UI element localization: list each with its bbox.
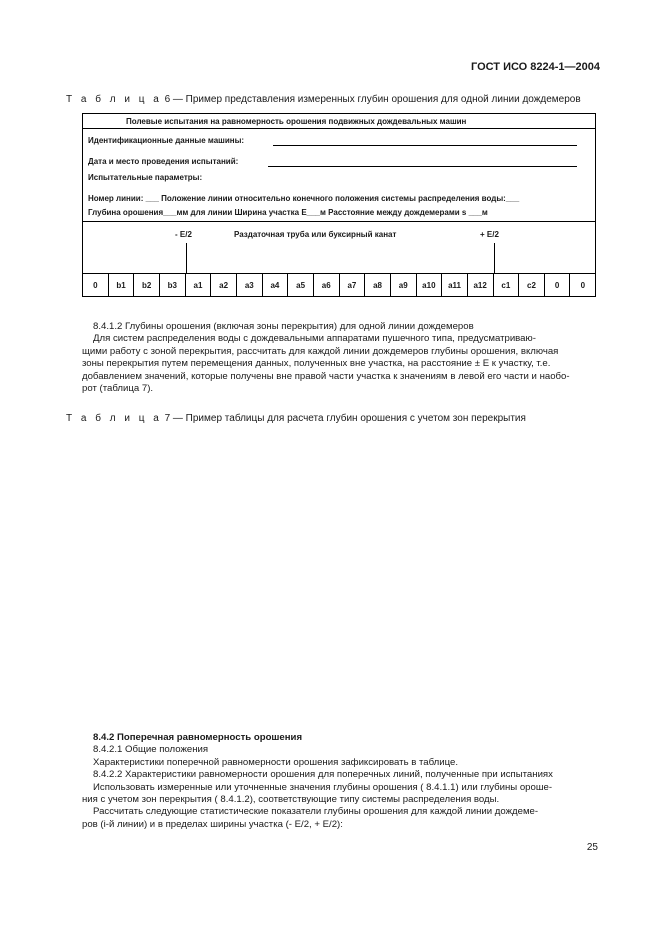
gauge-cells-row xyxy=(83,274,595,296)
params-divider xyxy=(83,221,595,222)
gauge-cell: a10 xyxy=(416,274,442,296)
field-test-form xyxy=(82,113,596,297)
minus-e2-label: - E/2 xyxy=(175,230,192,239)
para-line: щими работу с зоной перекрытия, рассчитать для каждой линии дождемеров глубины орошения, включая xyxy=(82,345,559,357)
table7-caption-text: 7 — Пример таблицы для расчета глубин орошения с учетом зон перекрытия xyxy=(164,413,526,424)
gauge-cell: c1 xyxy=(493,274,519,296)
pipe-label: Раздаточная труба или буксирный канат xyxy=(234,230,397,239)
gauge-cell: a3 xyxy=(236,274,262,296)
plus-e2-marker xyxy=(494,243,495,274)
para-line: зоны перекрытия путем перемещения данных, полученных вне участка, на расстояние ± E к участку, т.е. xyxy=(82,358,551,370)
date-place-line xyxy=(268,166,577,167)
table7-caption xyxy=(66,413,526,424)
section-line: ния с учетом зон перекрытия ( 8.4.1.2), соответствующие типу системы распределения воды. xyxy=(82,794,500,806)
machine-id-line xyxy=(273,145,577,146)
gauge-cell: a9 xyxy=(390,274,416,296)
table6-caption-text: 6 — Пример представления измеренных глубин орошения для одной линии дождемеров xyxy=(164,94,581,105)
title-divider xyxy=(83,128,595,129)
gauge-cell: a12 xyxy=(467,274,493,296)
page-number: 25 xyxy=(586,842,598,853)
plus-e2-label: + E/2 xyxy=(480,230,499,239)
date-place-label: Дата и место проведения испытаний: xyxy=(88,157,239,166)
para-line: рот (таблица 7). xyxy=(82,383,154,395)
gauge-cell: a11 xyxy=(441,274,467,296)
depth-width-row: Глубина орошения___мм для линии Ширина участка E___м Расстояние между дождемерами s ___м xyxy=(88,208,488,217)
section-line: Рассчитать следующие статистические показатели глубины орошения для каждой линии дождеме- xyxy=(93,806,539,818)
table6-caption xyxy=(66,94,581,105)
section-line: Характеристики поперечной равномерности орошения зафиксировать в таблице. xyxy=(93,756,459,768)
section-8-4-2 xyxy=(82,732,601,831)
gauge-cell: 0 xyxy=(544,274,570,296)
table6-label: Т а б л и ц а xyxy=(66,94,162,105)
form-title: Полевые испытания на равномерность орошения подвижных дождевальных машин xyxy=(126,117,467,126)
document-id: ГОСТ ИСО 8224-1—2004 xyxy=(470,61,600,73)
gauge-cell: a8 xyxy=(364,274,390,296)
para-8-4-1-2 xyxy=(82,321,601,395)
minus-e2-marker xyxy=(186,243,187,274)
gauge-cell: b1 xyxy=(108,274,134,296)
gauge-cell: 0 xyxy=(93,280,98,290)
gauge-cell: a6 xyxy=(313,274,339,296)
gauge-cell: c2 xyxy=(518,274,544,296)
line-number-row: Номер линии: ___ Положение линии относительно конечного положения системы распределения воды:___ xyxy=(88,194,520,203)
gauge-cell: b2 xyxy=(133,274,159,296)
para-line: добавлением значений, которые получены вне правой части участка к значениям в левой его части и наобо- xyxy=(82,370,570,382)
section-heading: 8.4.2 Поперечная равномерность орошения xyxy=(93,732,303,743)
section-line: 8.4.2.2 Характеристики равномерности орошения для поперечных линий, полученные при испытаниях xyxy=(93,769,553,781)
section-line: Использовать измеренные или уточненные значения глубины орошения ( 8.4.1.1) или глубины ороше- xyxy=(93,781,553,793)
gauge-cell: a1 xyxy=(185,274,211,296)
test-params-label: Испытательные параметры: xyxy=(88,173,203,182)
gauge-cell: a2 xyxy=(210,274,236,296)
para-line: Для систем распределения воды с дождевальными аппаратами пушечного типа, предусматриваю- xyxy=(93,333,536,345)
section-line: ров (i-й линии) и в пределах ширины участка (- E/2, + E/2): xyxy=(82,818,343,830)
para-line: 8.4.1.2 Глубины орошения (включая зоны перекрытия) для одной линии дождемеров xyxy=(93,321,474,332)
gauge-cell: a5 xyxy=(287,274,313,296)
gauge-cell: a4 xyxy=(262,274,288,296)
gauge-cell: a7 xyxy=(339,274,365,296)
gauge-cell: b3 xyxy=(159,274,185,296)
gauge-cell: 0 xyxy=(569,274,595,296)
table7-label: Т а б л и ц а xyxy=(66,413,162,424)
section-line: 8.4.2.1 Общие положения xyxy=(93,744,209,756)
machine-id-label: Идентификационные данные машины: xyxy=(88,136,245,145)
